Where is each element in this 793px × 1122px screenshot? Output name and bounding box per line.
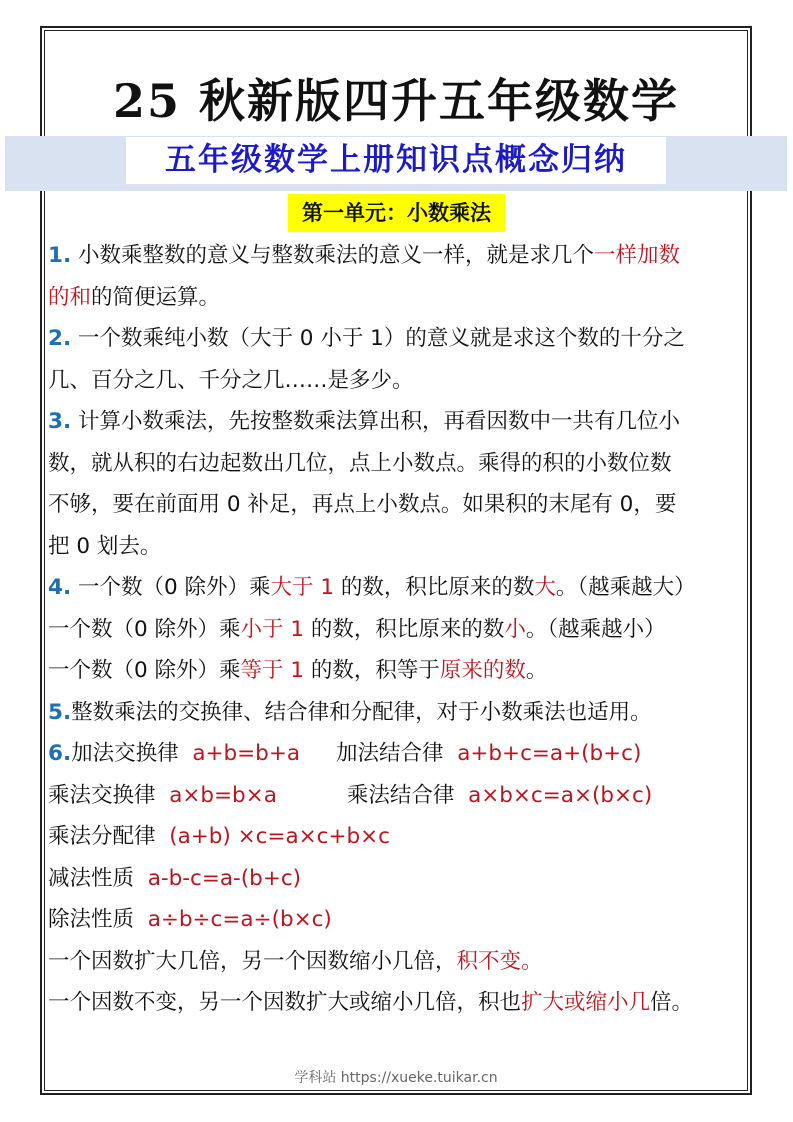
text: 几、百分之几、千分之几……是多少。: [48, 367, 414, 393]
point-6-line-5: [48, 899, 748, 941]
point-number: 5.: [48, 699, 72, 725]
text: 。（越乘越小）: [525, 616, 666, 642]
point-4-line-1: [48, 567, 748, 609]
text: 的数，积等于: [304, 658, 440, 683]
point-4-line-2: [48, 609, 748, 651]
highlight-text: 小于 1: [240, 616, 305, 642]
law-label: 加法结合律: [336, 741, 444, 766]
text: 小数乘整数的意义与整数乘法的意义一样，就是求几个: [71, 243, 594, 268]
point-3-line-4: [48, 526, 748, 568]
text: 。（越乘越大）: [555, 575, 696, 600]
point-3-line-1: [48, 401, 748, 443]
point-number: 1.: [48, 243, 72, 268]
text: 一个数（0 除外）乘: [48, 658, 241, 683]
law-label: 减法性质: [48, 865, 135, 891]
text: 倍。: [650, 990, 694, 1015]
law-formula: a÷b÷c=a÷(b×c): [147, 907, 332, 932]
subtitle-box: [126, 137, 666, 184]
highlight-text: 一样加数: [593, 243, 680, 268]
point-3-line-2: [48, 443, 748, 485]
law-label: 乘法分配律: [48, 824, 156, 849]
point-5-line-1: [48, 692, 748, 734]
page-subtitle: 五年级数学上册知识点概念归纳: [165, 142, 627, 178]
text: 不够，要在前面用 0 补足，再点上小数点。如果积的末尾有 0，要: [48, 492, 677, 517]
point-2-line-2: [48, 360, 748, 402]
content-body: [48, 235, 748, 1024]
point-6-line-4: [48, 858, 748, 900]
text: 一个数（0 除外）乘: [71, 575, 271, 600]
point-number: 2.: [48, 326, 72, 351]
law-label: 加法交换律: [71, 741, 179, 766]
text: 一个因数扩大几倍，另一个因数缩小几倍，: [48, 948, 457, 974]
point-6-line-2: [48, 775, 748, 817]
product-rule-1: [48, 941, 748, 983]
law-formula: a+b=b+a: [192, 741, 301, 766]
point-3-line-3: [48, 484, 748, 526]
highlight-text: 等于 1: [240, 658, 305, 683]
point-number: 6.: [48, 741, 72, 766]
product-rule-2: [48, 982, 748, 1024]
highlight-text: 扩大或缩小几: [521, 990, 651, 1015]
point-4-line-3: [48, 650, 748, 692]
point-1-line-2: [48, 277, 748, 319]
text: 一个数（0 除外）乘: [48, 616, 241, 642]
law-formula: a×b=b×a: [169, 782, 277, 808]
highlight-text: 大于 1: [270, 575, 335, 600]
law-label: 乘法结合律: [346, 782, 455, 808]
point-1-line-1: [48, 235, 748, 277]
law-formula: (a+b) ×c=a×c+b×c: [169, 824, 390, 849]
point-2-line-1: [48, 318, 748, 360]
law-formula: a+b+c=a+(b+c): [457, 741, 642, 766]
text: 把 0 划去。: [48, 533, 162, 559]
highlight-text: 小: [504, 616, 526, 642]
law-formula: a×b×c=a×(b×c): [468, 782, 653, 808]
point-6-line-3: [48, 816, 748, 858]
text: 数，就从积的右边起数出几位，点上小数点。乘得的积的小数位数: [48, 450, 672, 476]
text: 。: [525, 658, 548, 683]
highlight-text: 的和: [48, 284, 92, 310]
text: 计算小数乘法，先按整数乘法算出积，再看因数中一共有几位小: [71, 409, 680, 434]
text: 的数，积比原来的数: [334, 575, 535, 600]
text: 整数乘法的交换律、结合律和分配律，对于小数乘法也适用。: [71, 699, 652, 725]
point-number: 3.: [48, 409, 72, 434]
text: 的简便运算。: [91, 284, 221, 310]
law-label: 乘法交换律: [48, 782, 156, 808]
footer-watermark: 学科站 https://xueke.tuikar.cn: [294, 1070, 498, 1086]
highlight-text: 原来的数: [439, 658, 526, 683]
text: 一个数乘纯小数（大于 0 小于 1）的意义就是求这个数的十分之: [71, 326, 685, 351]
text: 的数，积比原来的数: [304, 616, 505, 642]
page-title: 25 秋新版四升五年级数学: [112, 74, 680, 128]
point-6-line-1: [48, 733, 748, 775]
unit-heading: 第一单元：小数乘法: [288, 194, 505, 232]
law-formula: a-b-c=a-(b+c): [147, 865, 302, 891]
highlight-text: 大: [534, 575, 556, 600]
law-label: 除法性质: [48, 907, 135, 932]
highlight-text: 积不变。: [456, 948, 543, 974]
point-number: 4.: [48, 575, 72, 600]
text: 一个因数不变，另一个因数扩大或缩小几倍，积也: [48, 990, 522, 1015]
